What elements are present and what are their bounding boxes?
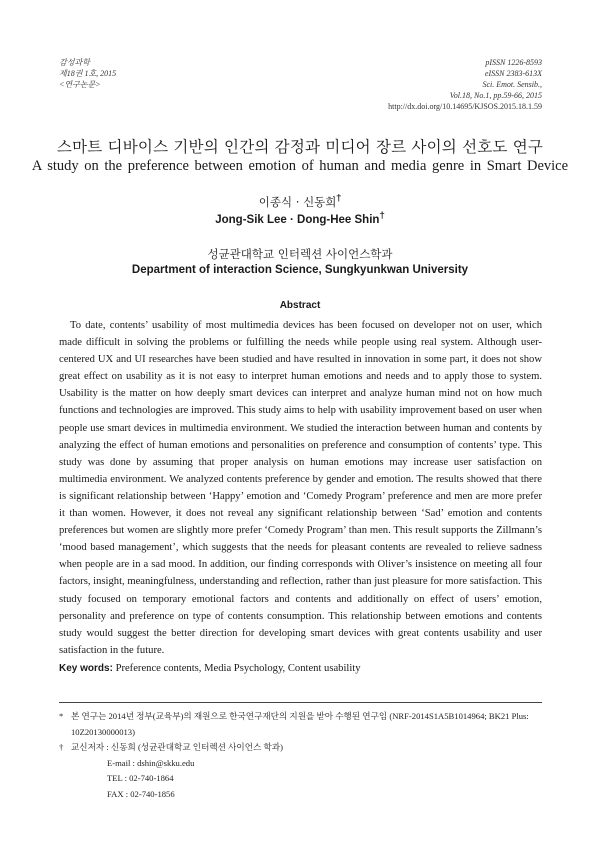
volume-pages: Vol.18, No.1, pp.59-66, 2015 (449, 91, 542, 100)
authors-korean-names: 이종식 · 신동희 (258, 194, 337, 209)
funding-mark: * (59, 711, 64, 721)
corresponding-footnote (59, 740, 542, 756)
doi-link[interactable]: http://dx.doi.org/10.14695/KJSOS.2015.18.1.59 (388, 102, 542, 111)
authors-english (0, 210, 600, 226)
pissn: pISSN 1226-8593 (485, 58, 542, 67)
eissn: eISSN 2383-613X (484, 69, 542, 78)
journal-header-right (388, 57, 542, 112)
corresponding-text: 교신저자 : 신동희 (성균관대학교 인터렉션 사이언스 학과) (71, 742, 283, 752)
contact-tel: TEL : 02-740-1864 (107, 773, 174, 783)
keywords (59, 660, 542, 677)
article-type: <연구논문> (59, 80, 101, 89)
authors-korean (0, 193, 600, 210)
contact-fax: FAX : 02-740-1856 (107, 788, 175, 799)
corresponding-mark: † (336, 193, 342, 204)
corresponding-footnote-mark: † (59, 742, 64, 752)
funding-footnote (59, 709, 542, 740)
contact-email[interactable]: E-mail : dshin@skku.edu (107, 757, 195, 768)
abstract-heading: Abstract (279, 300, 321, 311)
keywords-label: Key words: (59, 663, 113, 674)
journal-volume: 제18권 1호, 2015 (59, 69, 117, 78)
journal-header-left (59, 57, 116, 90)
journal-abbrev: Sci. Emot. Sensib., (482, 80, 542, 89)
corresponding-mark: † (379, 210, 385, 221)
funding-text: 본 연구는 2014년 정부(교육부)의 재원으로 한국연구재단의 지원을 받아 수행된 연구임 (NRF-2014S1A5B1014964; BK21 Plus: 10Z20130000013) (71, 711, 529, 737)
authors-english-names: Jong-Sik Lee · Dong-Hee Shin (215, 213, 380, 226)
affiliation-english: Department of interaction Science, Sungkyunkwan University (131, 264, 469, 276)
title-english: A study on the preference between emotion of human and media genre in Smart Device (31, 158, 569, 174)
keywords-text: Preference contents, Media Psychology, Content usability (115, 663, 361, 674)
footnote-divider (59, 702, 542, 703)
abstract-body: To date, contents’ usability of most multimedia devices has been focused on developer not on user, which made difficult in solving the problems or fulfilling the needs while people using real system. Although user-centered UX and UI researches have been studied and have resulted in innovation in some part, it does not show great effect on usability as it is not easy to interpret human emotions and needs and to apply those to system. Usability is the matter on how deeply smart devices can interpret and analyze human mind not on how much functions and technologies are improved. This study aims to help with usability improvement based on user when people use smart devices in multimedia environment. We studied the interaction between human and contents by analyzing the effect of human emotions and personalities on preference and consumption of contents’ type. This study was done by assuming that proper analysis on human emotions may increase user satisfaction on multimedia environment. We analyzed contents preference by gender and emotion. The results showed that there is significant relationship between ‘Happy’ emotion and ‘Comedy Program’ preference and men are more prefer it than women. However, it does not reveal any significant relationship between ‘Sad’ emotion and contents preferences but women are slightly more prefer ‘Comedy Program’ than men. This result supports the Zillmann’s ‘mood based management’, which suggests that the needs for pleasant contents are revealed to relieve sadness when people are in a sad mood. In addition, our finding corresponds with Oliver’s insistence on meeting all four factors, insight, meaningfulness, understanding and reflection, rather than just pleasure for more satisfaction. This study focused on temporary emotional factors and contents and additionally on effect of users’ emotion, personality and preference on type of contents consumption. This relationship between emotions and contents study would suggest the better direction for developing smart devices with great contents usability and user satisfaction in the future. (59, 320, 542, 656)
title-korean: 스마트 디바이스 기반의 인간의 감정과 미디어 장르 사이의 선호도 연구 (56, 138, 544, 156)
affiliation-korean: 성균관대학교 인터렉션 사이언스학과 (207, 247, 393, 261)
footnotes (59, 709, 542, 802)
journal-name: 감성과학 (59, 58, 90, 67)
